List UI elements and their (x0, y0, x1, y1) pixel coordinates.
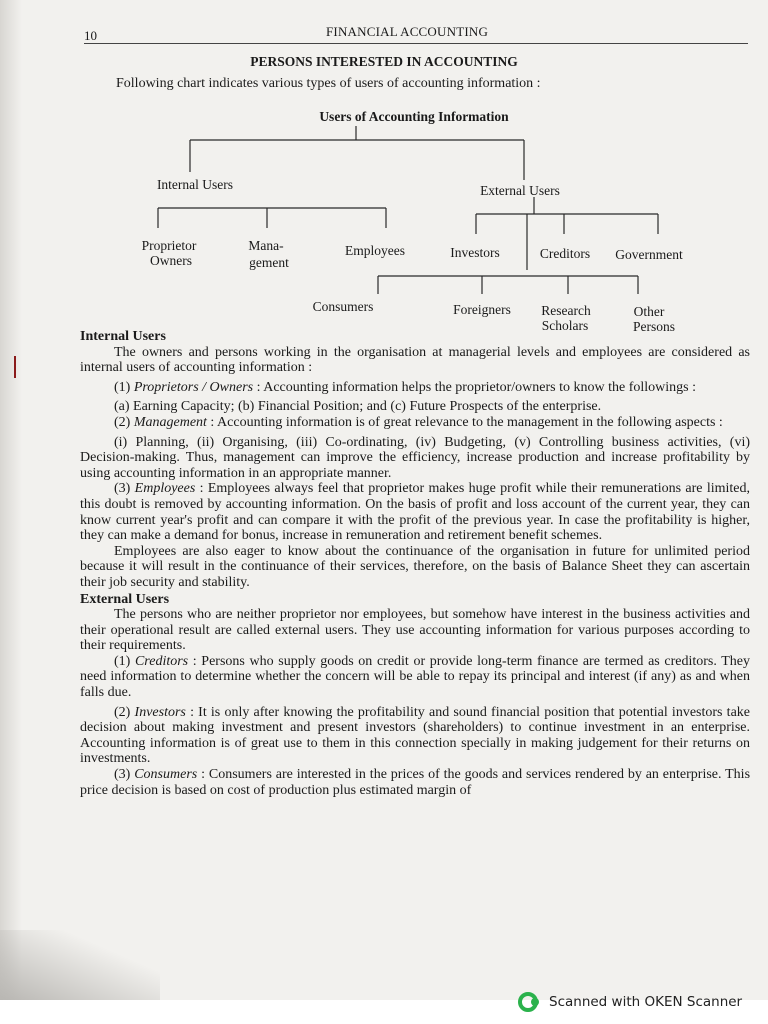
item-text: : Accounting information is of great relevance to the management in the following aspects : (210, 414, 723, 430)
oken-logo-icon (518, 991, 542, 1013)
chart-node-employees: Employees (345, 243, 405, 258)
margin-mark (14, 356, 16, 378)
page-number: 10 (84, 28, 97, 43)
chart-node-owners: Owners (150, 253, 192, 268)
chart-node-persons: Persons (632, 319, 676, 334)
scanner-watermark (518, 991, 742, 1013)
chart-node-foreigners: Foreigners (453, 302, 511, 317)
item-number: (2) (114, 704, 131, 720)
chart-node-other: Other (633, 304, 665, 319)
page-header (84, 22, 748, 46)
chart-node-consumers: Consumers (312, 299, 374, 314)
term: Management (133, 414, 207, 430)
chart-connectors (158, 126, 658, 294)
item-number: (3) (114, 767, 131, 783)
paragraph: Employees are also eager to know about the continuance of the organisation in future for unlimited period because it will result in the continuance of their services, therefore, on the basis of Balance Sheet they can ascertain their job security and stability. (80, 543, 750, 590)
item-text: : Consumers are interested in the prices of the goods and services rendered by an enterprise. This price decision is based on cost of production plus estimated margin of (80, 767, 751, 798)
paragraph-management (80, 415, 750, 431)
chart-node-scholars: Scholars (541, 318, 589, 333)
paragraph-proprietors (80, 380, 750, 396)
chart-internal-label: Internal Users (156, 177, 234, 192)
term: Consumers (134, 767, 198, 783)
chart-node-research: Research (541, 303, 591, 318)
section-title: PERSONS INTERESTED IN ACCOUNTING (250, 54, 518, 69)
paragraph-creditors (80, 654, 750, 701)
paragraph: (i) Planning, (ii) Organising, (iii) Co-ordinating, (iv) Budgeting, (v) Controlling business activities, (vi) Decision-making. Thus, management can improve the efficiency, increase production and increase profitability by using accounting information in an appropriate manner. (80, 434, 750, 481)
body-text (80, 328, 750, 798)
paragraph: The owners and persons working in the organisation at managerial levels and employees are considered as internal users of accounting information : (80, 344, 750, 376)
term: Employees (134, 481, 196, 497)
item-text: : It is only after knowing the profitability and sound financial position that potential investors take decision about making investment and present investors (shareholders) to continue investment in an enterprise. Accounting information is of great use to them in this connection specially in making judgement for their returns on investments. (80, 704, 750, 767)
paragraph-investors (80, 705, 750, 767)
internal-users-heading: Internal Users (80, 329, 166, 344)
paragraph: (a) Earning Capacity; (b) Financial Position; and (c) Future Prospects of the enterprise. (114, 399, 602, 415)
chart-node-management-1: Mana- (248, 238, 284, 253)
paragraph-employees (80, 481, 750, 543)
running-title: FINANCIAL ACCOUNTING (326, 24, 489, 39)
paragraph-consumers (80, 767, 750, 798)
item-text: : Employees always feel that proprietor makes huge profit while their remunerations are limited, this doubt is removed by accounting information. On the basis of profit and loss account of the current year, they can know current year's profit and can compare it with the profit of the previous year. In case the profitability is higher, they can make a demand for bonus, increase in remuneration and retirement benefit schemes. (80, 481, 750, 544)
item-number: (1) (114, 653, 131, 669)
item-number: (2) (114, 414, 131, 430)
chart-node-proprietor: Proprietor (141, 238, 197, 253)
item-number: (1) (114, 379, 131, 395)
paragraph: The persons who are neither proprietor nor employees, but somehow have interest in the business activities and their operational result are called external users. They use accounting information for various purposes according to their requirements. (80, 607, 750, 654)
scanner-watermark-text: Scanned with OKEN Scanner (549, 994, 743, 1010)
external-users-heading: External Users (80, 591, 170, 607)
header-rule (84, 43, 748, 44)
users-chart (0, 100, 768, 340)
term: Investors (134, 704, 186, 720)
item-number: (3) (114, 481, 131, 497)
item-text: : Persons who supply goods on credit or provide long-term finance are termed as creditors. They need information to determine whether the concern will be able to repay its principal and interest (if any) as and when falls due. (80, 653, 751, 701)
chart-root-label: Users of Accounting Information (319, 109, 509, 124)
chart-node-creditors: Creditors (539, 246, 591, 261)
intro-text: Following chart indicates various types of users of accounting information : (116, 76, 541, 91)
chart-node-investors: Investors (450, 245, 500, 260)
term: Creditors (134, 653, 189, 669)
chart-node-management-2: gement (249, 255, 289, 270)
chart-node-government: Government (615, 247, 683, 262)
chart-external-label: External Users (480, 183, 560, 198)
item-text: : Accounting information helps the proprietor/owners to know the followings : (256, 379, 696, 395)
term: Proprietors / Owners (133, 379, 254, 395)
page-corner-shadow (0, 930, 160, 1000)
